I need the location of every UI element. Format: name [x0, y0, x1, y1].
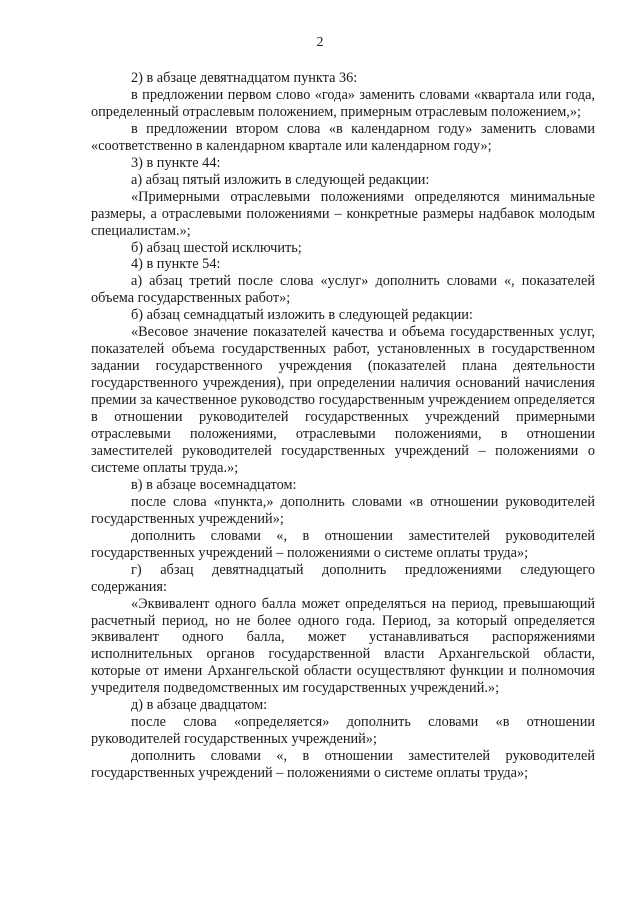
paragraph: после слова «пункта,» дополнить словами «в отношении руководителей государственных учреждений»;: [91, 493, 595, 527]
paragraph: дополнить словами «, в отношении заместителей руководителей государственных учреждений – положениями о системе оплаты труда»;: [91, 527, 595, 561]
paragraph: в предложении первом слово «года» заменить словами «квартала или года, определенный отраслевым положением, примерным отраслевым положением,»;: [91, 86, 595, 120]
paragraph: в предложении втором слова «в календарном году» заменить словами «соответственно в календарном квартале или календарном году»;: [91, 120, 595, 154]
paragraph: а) абзац третий после слова «услуг» дополнить словами «, показателей объема государственных работ»;: [91, 273, 595, 307]
paragraph: г) абзац девятнадцатый дополнить предложениями следующего содержания:: [91, 561, 595, 595]
paragraph: б) абзац семнадцатый изложить в следующей редакции:: [131, 307, 473, 324]
paragraph: а) абзац пятый изложить в следующей редакции:: [131, 171, 430, 188]
paragraph: 4) в пункте 54:: [131, 256, 221, 273]
document-body: [91, 70, 595, 782]
paragraph: в) в абзаце восемнадцатом:: [131, 476, 297, 493]
paragraph: б) абзац шестой исключить;: [131, 239, 302, 256]
paragraph: «Эквивалент одного балла может определяться на период, превышающий расчетный период, но не более одного года. Период, за который определяется эквивалент одного балла, может устанавливаться распоряжениями исполнительных органов государственной власти Архангельской области, которые от имени Архангельской области осуществляют функции и полномочия учредителя подведомственных им государственных учреждений.»;: [91, 595, 595, 697]
paragraph: «Примерными отраслевыми положениями определяются минимальные размеры, а отраслевыми положениями – конкретные размеры надбавок молодым специалистам.»;: [91, 188, 595, 239]
paragraph: 3) в пункте 44:: [131, 154, 221, 171]
paragraph: «Весовое значение показателей качества и объема государственных услуг, показателей объема государственных работ, установленных в государственном задании государственного учреждения (показателей плана деятельности государственного учреждения), при определении наличия оснований начисления премии за качественное руководство государственным учреждением определяется в отношении руководителей государственных учреждений примерными отраслевыми положениями, отраслевыми положениями, в отношении заместителей руководителей государственных учреждений – положениями о системе оплаты труда.»;: [91, 324, 595, 476]
paragraph: после слова «определяется» дополнить словами «в отношении руководителей государственных учреждений»;: [91, 714, 595, 748]
page-number: 2: [316, 35, 324, 50]
paragraph: дополнить словами «, в отношении заместителей руководителей государственных учреждений – положениями о системе оплаты труда»;: [91, 748, 595, 782]
paragraph: 2) в абзаце девятнадцатом пункта 36:: [131, 70, 358, 86]
paragraph: д) в абзаце двадцатом:: [131, 697, 268, 714]
